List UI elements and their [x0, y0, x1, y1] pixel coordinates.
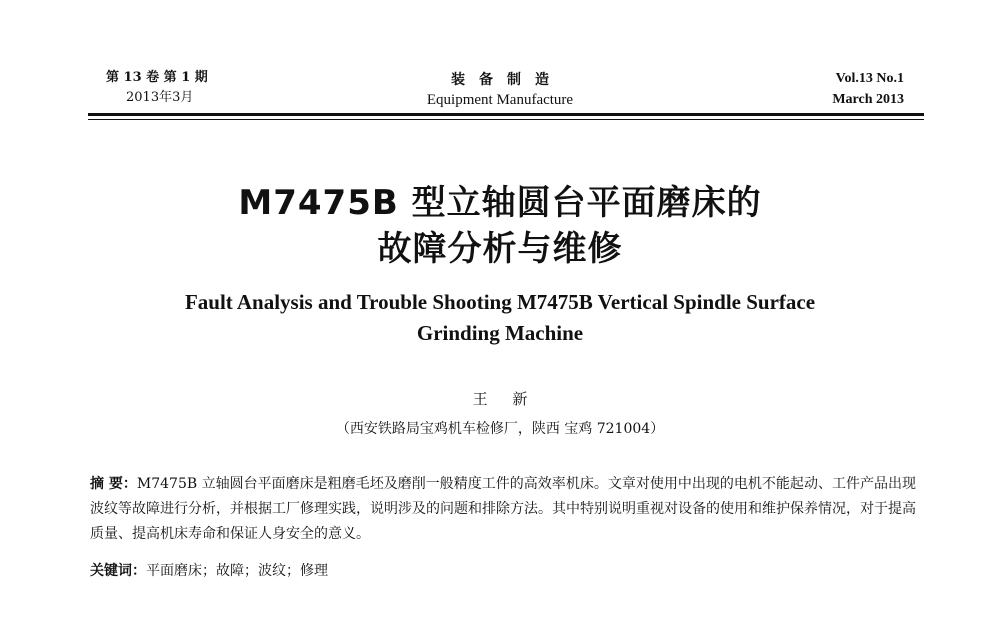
keywords-label: 关键词：: [90, 563, 146, 579]
issue-date-en: March 2013: [832, 92, 904, 107]
keywords-text: 平面磨床；故障；波纹；修理: [146, 563, 328, 579]
title-en-line1: Fault Analysis and Trouble Shooting M7475B Vertical Spindle Surface: [184, 290, 816, 314]
abstract-text: M7475B 立轴圆台平面磨床是粗磨毛坯及磨削一般精度工件的高效率机床。文章对使用中出现的电机不能起动、工件产品出现波纹等故障进行分析，并根据工厂修理实践，说明涉及的问题和排除方法。其中特别说明重视对设备的使用和维护保养情况，对于提高质量、提高机床寿命和保证人身安全的意义。: [90, 476, 916, 542]
author-name: 王 新: [472, 390, 538, 408]
header-rule-thin: [88, 119, 924, 120]
title-english: [0, 287, 1000, 349]
author-affiliation: （西安铁路局宝鸡机车检修厂，陕西 宝鸡 721004）: [335, 421, 665, 437]
title-en-line2: Grinding Machine: [416, 321, 584, 345]
volume-info: [832, 68, 904, 110]
issue-date-cn: 2013年3月: [126, 90, 194, 105]
title-cn-line1: M7475B 型立轴圆台平面磨床的: [238, 183, 762, 223]
abstract-label: 摘 要：: [90, 476, 137, 492]
title-cn-line2: 故障分析与维修: [377, 229, 623, 269]
keywords: [90, 559, 916, 584]
volume-number: Vol.13 No.1: [835, 71, 904, 86]
journal-name-cn: 装备制造: [451, 72, 563, 88]
journal-name-en: Equipment Manufacture: [426, 92, 574, 108]
issue-number: 第 13 卷 第 1 期: [106, 70, 208, 85]
abstract: [90, 472, 916, 547]
header-rule-thick: [88, 113, 924, 116]
title-chinese: [0, 180, 1000, 272]
